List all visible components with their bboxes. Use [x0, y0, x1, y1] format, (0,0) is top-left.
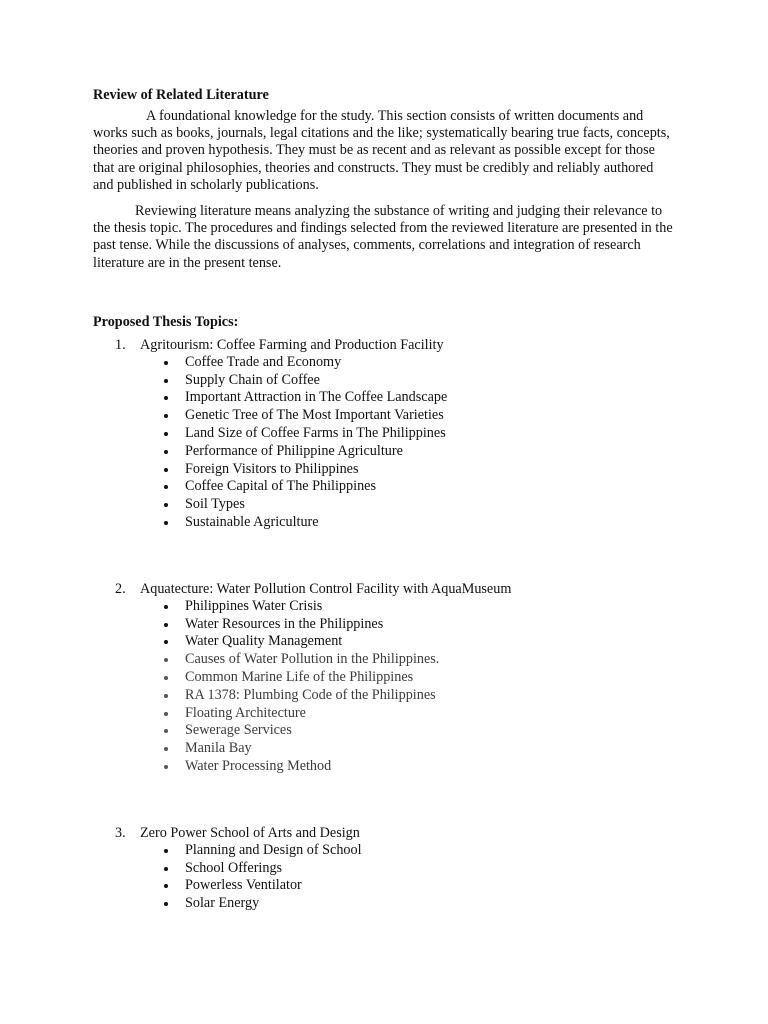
bullet-icon	[164, 694, 168, 698]
list-item: Philippines Water Crisis	[93, 598, 673, 616]
bullet-icon	[164, 867, 168, 871]
bullet-icon	[164, 884, 168, 888]
topic-bullet-list	[93, 354, 673, 532]
list-item: Performance of Philippine Agriculture	[93, 443, 673, 461]
bullet-icon	[164, 729, 168, 733]
list-item: Coffee Trade and Economy	[93, 354, 673, 372]
bullet-icon	[164, 379, 168, 383]
list-item: Common Marine Life of the Philippines	[93, 669, 673, 687]
list-item: Sewerage Services	[93, 722, 673, 740]
topic-title	[93, 336, 673, 354]
review-paragraph-1: A foundational knowledge for the study. This section consists of written documents and works such as books, journals, legal citations and the like; systematically bearing true facts, concepts, theories and proven hypothesis. They must be as recent and as relevant as possible except for those that are original philosophies, theories and constructs. They must be credibly and reliably authored and published in scholarly publications.	[93, 108, 670, 193]
bullet-icon	[164, 396, 168, 400]
bullet-icon	[164, 432, 168, 436]
bullet-icon	[164, 605, 168, 609]
list-item: Water Processing Method	[93, 758, 673, 776]
bullet-icon	[164, 676, 168, 680]
bullet-icon	[164, 712, 168, 716]
topic-title-text: Aquatecture: Water Pollution Control Facility with AquaMuseum	[140, 580, 512, 597]
list-item: Land Size of Coffee Farms in The Philippines	[93, 425, 673, 443]
bullet-icon	[164, 468, 168, 472]
topic-bullet-list	[93, 842, 673, 913]
list-item: RA 1378: Plumbing Code of the Philippines	[93, 687, 673, 705]
bullet-icon	[164, 902, 168, 906]
review-paragraph-2: Reviewing literature means analyzing the substance of writing and judging their relevance to the thesis topic. The procedures and findings selected from the reviewed literature are presented in the past tense. While the discussions of analyses, comments, correlations and integration of research literature are in the present tense.	[93, 203, 673, 271]
topic-bullet-list	[93, 598, 673, 776]
bullet-icon	[164, 503, 168, 507]
bullet-icon	[164, 521, 168, 525]
review-heading: Review of Related Literature	[93, 87, 269, 103]
topics-heading: Proposed Thesis Topics:	[93, 313, 239, 330]
bullet-icon	[164, 640, 168, 644]
list-item: Water Quality Management	[93, 633, 673, 651]
topic-title-text: Agritourism: Coffee Farming and Production Facility	[140, 336, 444, 353]
list-item: Water Resources in the Philippines	[93, 616, 673, 634]
list-item: Planning and Design of School	[93, 842, 673, 860]
list-item: Floating Architecture	[93, 705, 673, 723]
bullet-icon	[164, 361, 168, 365]
list-item: Powerless Ventilator	[93, 877, 673, 895]
list-item: School Offerings	[93, 860, 673, 878]
topic-number: 1.	[115, 336, 126, 353]
topic-number: 3.	[115, 824, 126, 841]
bullet-icon	[164, 450, 168, 454]
list-item: Manila Bay	[93, 740, 673, 758]
document-page	[93, 86, 673, 913]
bullet-icon	[164, 747, 168, 751]
topic-3	[93, 824, 673, 913]
bullet-icon	[164, 414, 168, 418]
bullet-icon	[164, 485, 168, 489]
list-item: Causes of Water Pollution in the Philippines.	[93, 651, 673, 669]
bullet-icon	[164, 658, 168, 662]
list-item: Solar Energy	[93, 895, 673, 913]
topic-number: 2.	[115, 580, 126, 597]
topic-1	[93, 336, 673, 532]
list-item: Coffee Capital of The Philippines	[93, 478, 673, 496]
topic-title	[93, 580, 673, 598]
list-item: Foreign Visitors to Philippines	[93, 461, 673, 479]
bullet-icon	[164, 849, 168, 853]
list-item: Sustainable Agriculture	[93, 514, 673, 532]
bullet-icon	[164, 765, 168, 769]
topic-title-text: Zero Power School of Arts and Design	[140, 824, 360, 841]
list-item: Soil Types	[93, 496, 673, 514]
list-item: Important Attraction in The Coffee Landscape	[93, 389, 673, 407]
topic-2	[93, 580, 673, 776]
list-item: Genetic Tree of The Most Important Varieties	[93, 407, 673, 425]
bullet-icon	[164, 623, 168, 627]
list-item: Supply Chain of Coffee	[93, 372, 673, 390]
topic-title	[93, 824, 673, 842]
